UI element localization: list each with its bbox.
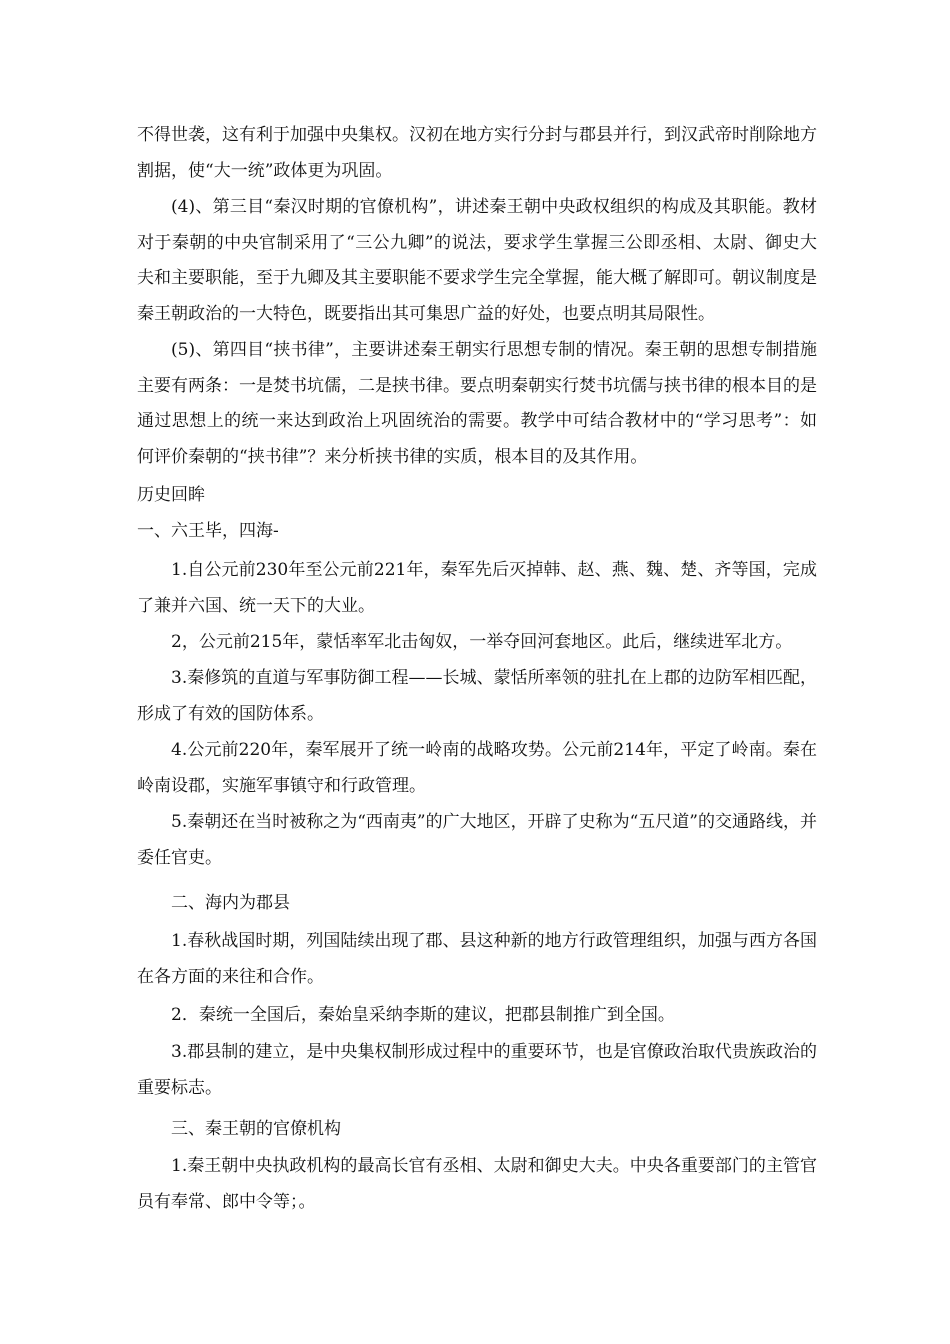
list-item-1-2: 2，公元前215年，蒙恬率军北击匈奴，一举夺回河套地区。此后，继续进军北方。 [171,632,793,652]
list-item-1-4: 4.公元前220年，秦军展开了统一岭南的战略攻势。公元前214年，平定了岭南。秦在岭南设郡，实施军事镇守和行政管理。 [137,740,817,796]
list-item-1-1: 1.自公元前230年至公元前221年，秦军先后灭掉韩、赵、燕、魏、楚、齐等国，完成了兼并六国、统一天下的大业。 [137,560,817,616]
list-item-1-3: 3.秦修筑的直道与军事防御工程——长城、蒙恬所率领的驻扎在上郡的边防军相匹配，形成了有效的国防体系。 [137,668,817,724]
paragraph-point-4: (4)、第三目“秦汉时期的官僚机构”，讲述秦王朝中央政权组织的构成及其职能。教材对于秦朝的中央官制采用了“三公九卿”的说法，要求学生掌握三公即丞相、太尉、御史大夫和主要职能，至于九卿及其主要职能不要求学生完全掌握，能大概了解即可。朝议制度是秦王朝政治的一大特色，既要指出其可集思广益的好处，也要点明其局限性。 [137,197,817,324]
section-heading-one: 一、六王毕，四海- [137,521,279,541]
paragraph-point-5: (5)、第四目“挟书律”，主要讲述秦王朝实行思想专制的情况。秦王朝的思想专制措施主要有两条：一是焚书坑儒，二是挟书律。要点明秦朝实行焚书坑儒与挟书律的根本目的是通过思想上的统一来达到政治上巩固统治的需要。教学中可结合教材中的“学习思考”：如何评价秦朝的“挟书律”？来分析挟书律的实质，根本目的及其作用。 [137,340,817,467]
list-item-2-2: 2．秦统一全国后，秦始皇采纳李斯的建议，把郡县制推广到全国。 [171,1005,675,1025]
section-heading-two: 二、海内为郡县 [171,893,290,913]
section-heading-history-review: 历史回眸 [137,485,205,505]
list-item-3-1: 1.秦王朝中央执政机构的最高长官有丞相、太尉和御史大夫。中央各重要部门的主管官员有奉常、郎中令等；。 [137,1156,817,1212]
list-item-2-1: 1.春秋战国时期，列国陆续出现了郡、县这种新的地方行政管理组织，加强与西方各国在各方面的来往和合作。 [137,931,817,987]
section-heading-three: 三、秦王朝的官僚机构 [171,1119,341,1139]
list-item-1-5: 5.秦朝还在当时被称之为“西南夷”的广大地区，开辟了史称为“五尺道”的交通路线，并委任官吏。 [137,812,817,868]
list-item-2-3: 3.郡县制的建立，是中央集权制形成过程中的重要环节，也是官僚政治取代贵族政治的重要标志。 [137,1042,817,1098]
paragraph-intro-continued: 不得世袭，这有利于加强中央集权。汉初在地方实行分封与郡县并行，到汉武帝时削除地方割据，使“大一统”政体更为巩固。 [137,125,817,181]
